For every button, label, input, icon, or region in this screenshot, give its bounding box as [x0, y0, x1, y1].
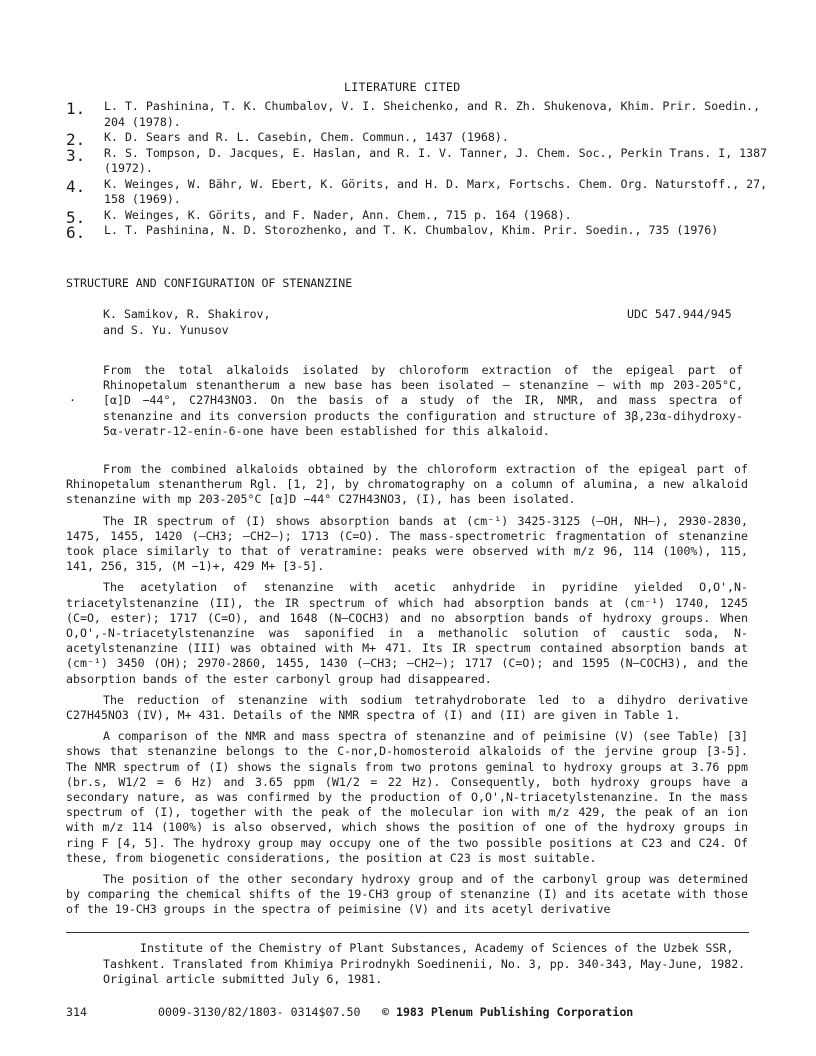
reference-text: K. D. Sears and R. L. Casebin, Chem. Commun., 1437 (1968).: [104, 130, 509, 144]
footnote-divider: [66, 932, 749, 933]
reference-text: K. Weinges, K. Görits, and F. Nader, Ann. Chem., 715 p. 164 (1968).: [104, 207, 572, 222]
body-paragraph: The acetylation of stenanzine with acetic anhydride in pyridine yielded O,O',N-triacetylstenanzine (II), the IR spectrum of which had absorption bands at (cm⁻¹) 1740, 1245 (C=O, ester); 1717 (C=O), and 1648 (N—COCH3) and no absorption bands of hydroxy groups. When O,O',-N-triacetylstenanzine was saponified in a methanolic solution of caustic soda, N-acetylstenanzine (III) was obtained with M+ 471. Its IR spectrum contained absorption bands at (cm⁻¹) 3450 (OH); 2970-2860, 1455, 1430 (—CH3; —CH2—); 1717 (C=O); and 1595 (N—COCH3), and the absorption bands of the ester carbonyl group had disappeared.: [66, 580, 748, 686]
article-code: 0009-3130/82/1803- 0314$07.50: [158, 1005, 361, 1019]
abstract-text: From the total alkaloids isolated by chloroform extraction of the epigeal part of Rhinopetalum stenantherum a new base has been isolated — stenanzine — with mp 203-205°C, [α]D −44°, C27H43NO3. On the basis of a study of the IR, NMR, and mass spectra of stenanzine and its conversion products the configuration and structure of 3β,23α-dihydroxy-5α-veratr-12-enin-6-one have been established for this alkaloid.: [103, 363, 743, 438]
copyright-notice: © 1983 Plenum Publishing Corporation: [382, 1005, 634, 1019]
margin-mark: ·: [69, 393, 76, 407]
reference-number: 6.: [66, 223, 86, 242]
body-paragraph: A comparison of the NMR and mass spectra of stenanzine and of peimisine (V) (see Table) [3] shows that stenanzine belongs to the C-nor,D-homosteroid alkaloids of the jervine group [3-5]. The NMR spectrum of (I) shows the signals from two protons geminal to hydroxy groups at 3.76 ppm (br.s, W1/2 = 6 Hz) and 3.65 ppm (W1/2 = 22 Hz). Consequently, both hydroxy groups have a secondary nature, as was confirmed by the production of O,O',N-triacetylstenanzine. In the mass spectrum of (I), together with the peak of the molecular ion with m/z 429, the peak of an ion with m/z 114 (100%) is also observed, which shows the position of one of the hydroxy groups in ring F [4, 5]. The hydroxy group may occupy one of the two possible positions at C23 and C24. Of these, from biogenetic considerations, the position at C23 is most suitable.: [66, 729, 748, 865]
reference-number: 5.: [66, 207, 86, 227]
reference-list: [66, 99, 786, 242]
body-paragraph: The IR spectrum of (I) shows absorption bands at (cm⁻¹) 3425-3125 (—OH, NH—), 2930-2830, 1475, 1455, 1420 (—CH3; —CH2—); 1713 (C=O). The mass-spectrometric fragmentation of stenanzine took place similarly to that of veratramine: peaks were observed with m/z 96, 114 (100%), 115, 141, 256, 315, (M −1)+, 429 M+ [3-5].: [66, 513, 748, 574]
abstract: [103, 363, 743, 439]
reference-item: [66, 146, 786, 177]
body-paragraph: The position of the other secondary hydroxy group and of the carbonyl group was determined by comparing the chemical shifts of the 19-CH3 group of stenanzine (I) and its acetate with those of the 19-CH3 groups in the spectra of peimisine (V) and its acetyl derivative: [66, 872, 748, 917]
reference-item: [66, 177, 786, 208]
reference-item: [66, 223, 786, 242]
reference-item: [66, 207, 786, 227]
literature-cited-heading: LITERATURE CITED: [344, 80, 461, 94]
authors-line: K. Samikov, R. Shakirov,: [103, 307, 271, 321]
reference-text: R. S. Tompson, D. Jacques, E. Haslan, and R. I. V. Tanner, J. Chem. Soc., Perkin Trans. I, 1387 (1972).: [104, 145, 768, 175]
body-paragraph: From the combined alkaloids obtained by the chloroform extraction of the epigeal part of Rhinopetalum stenantherum Rgl. [1, 2], by chromatography on a column of alumina, a new alkaloid stenanzine with mp 203-205°C [α]D −44° C27H43NO3, (I), has been isolated.: [66, 462, 748, 507]
reference-item: [66, 99, 786, 130]
reference-number: 3.: [66, 145, 86, 165]
article-title: STRUCTURE AND CONFIGURATION OF STENANZINE: [66, 276, 353, 290]
reference-number: 4.: [66, 176, 86, 196]
reference-text: L. T. Pashinina, N. D. Storozhenko, and T. K. Chumbalov, Khim. Prir. Soedin., 735 (1976): [104, 223, 719, 237]
author-list: [103, 307, 271, 338]
article-body: [66, 462, 748, 924]
reference-text: L. T. Pashinina, T. K. Chumbalov, V. I. Sheichenko, and R. Zh. Shukenova, Khim. Prir. Soedin., 204 (1978).: [104, 99, 761, 129]
reference-text: K. Weinges, W. Bähr, W. Ebert, K. Görits, and H. D. Marx, Fortschs. Chem. Org. Naturstoff., 27, 158 (1969).: [104, 176, 768, 206]
body-paragraph: The reduction of stenanzine with sodium tetrahydroborate led to a dihydro derivative C27H45NO3 (IV), M+ 431. Details of the NMR spectra of (I) and (II) are given in Table 1.: [66, 692, 748, 723]
affiliation-footnote: [103, 941, 753, 988]
authors-line: and S. Yu. Yunusov: [103, 322, 229, 337]
reference-item: [66, 130, 786, 149]
footnote-text: Institute of the Chemistry of Plant Substances, Academy of Sciences of the Uzbek SSR, Tashkent. Translated from Khimiya Prirodnykh Soedinenii, No. 3, pp. 340-343, May-June, 1982. Original article submitted July 6, 1981.: [103, 941, 746, 986]
udc-code: UDC 547.944/945: [627, 307, 732, 321]
page-number: 314: [66, 1005, 87, 1019]
reference-number: 2.: [66, 130, 86, 149]
reference-number: 1.: [66, 99, 86, 118]
